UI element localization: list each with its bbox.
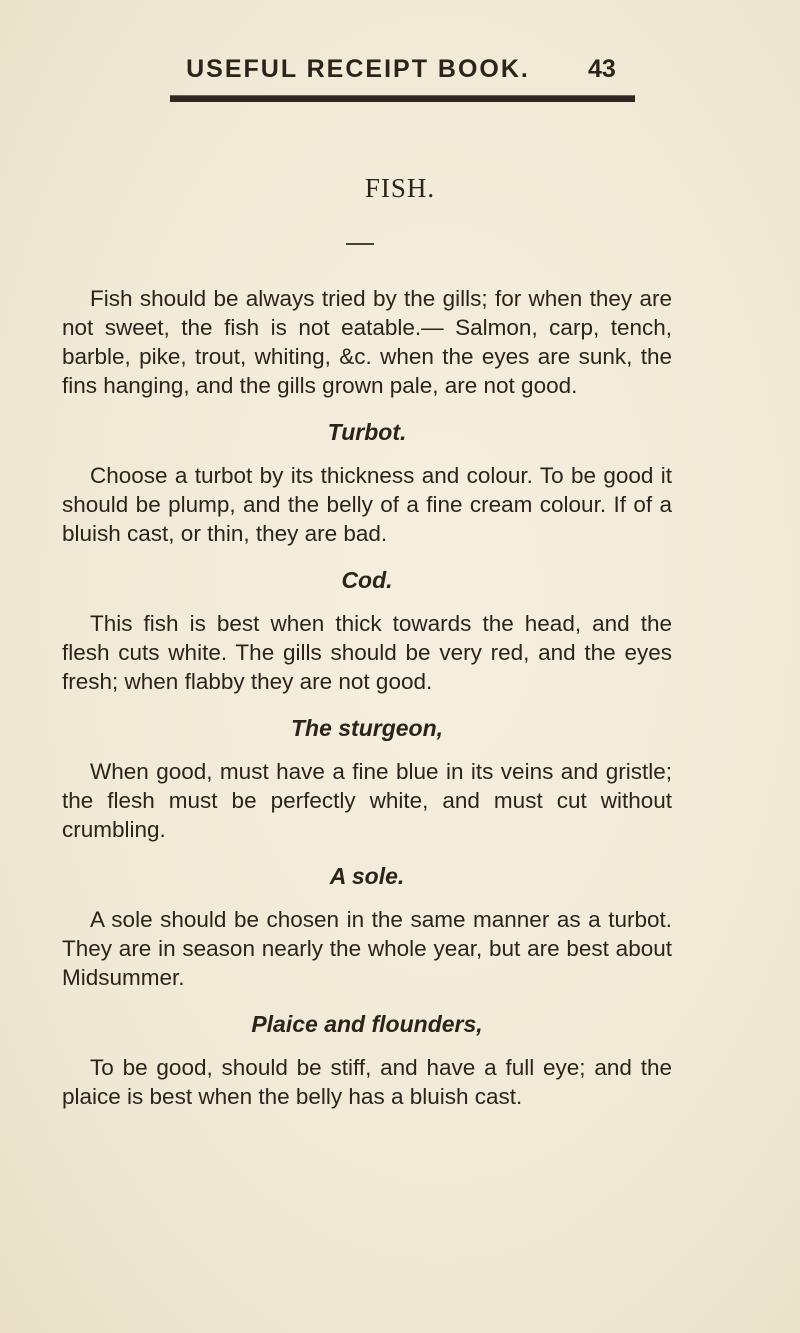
page-number: 43: [588, 55, 616, 83]
title-divider: [346, 243, 374, 245]
entry-text-sturgeon: When good, must have a fine blue in its veins and gristle; the flesh must be perfectly white, and must cut without crumbling.: [62, 759, 672, 842]
entry-heading-turbot: Turbot.: [327, 419, 407, 445]
entry-heading-sturgeon: The sturgeon,: [290, 715, 444, 741]
entry-heading-plaice: Plaice and flounders,: [251, 1011, 483, 1037]
body-text: [62, 284, 672, 1111]
entry-text-plaice: To be good, should be stiff, and have a full eye; and the plaice is best when the belly has a bluish cast.: [62, 1055, 672, 1109]
entry-text-turbot: Choose a turbot by its thickness and colour. To be good it should be plump, and the belly of a fine cream colour. If of a bluish cast, or thin, they are bad.: [62, 463, 672, 546]
entry-text-sole: A sole should be chosen in the same manner as a turbot. They are in season nearly the whole year, but are best about Midsummer.: [62, 907, 672, 990]
entry-heading-sole: A sole.: [329, 863, 405, 889]
intro-paragraph: Fish should be always tried by the gills; for when they are not sweet, the fish is not eatable.— Salmon, carp, tench, barble, pike, trout, whiting, &c. when the eyes are sunk, the fins hanging, and the gills grown pale, are not good.: [62, 286, 672, 398]
running-head-title: USEFUL RECEIPT BOOK.: [186, 55, 530, 83]
entry-text-cod: This fish is best when thick towards the head, and the flesh cuts white. The gills should be very red, and the eyes fresh; when flabby they are not good.: [62, 611, 672, 694]
running-head: [0, 55, 800, 95]
entry-heading-cod: Cod.: [341, 567, 393, 593]
section-title: FISH.: [364, 173, 436, 203]
header-rule: [170, 95, 635, 102]
